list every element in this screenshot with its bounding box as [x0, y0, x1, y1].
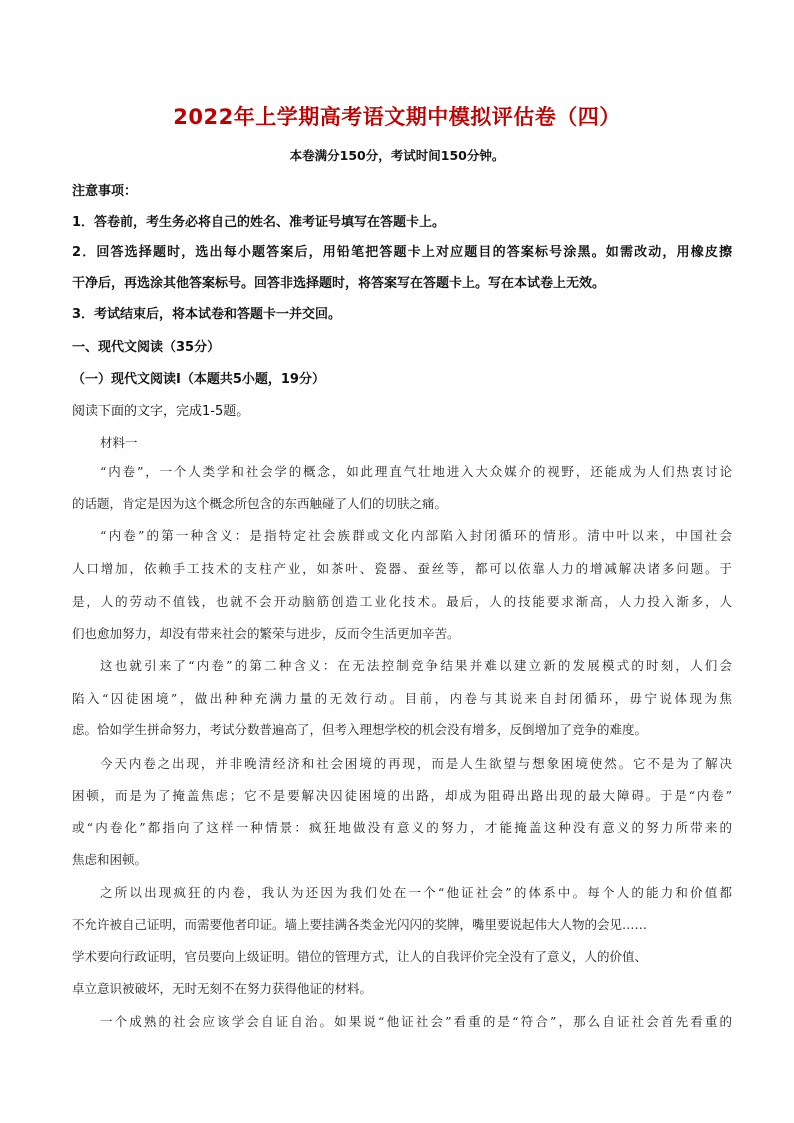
passage-line: 们也愈加努力，却没有带来社会的繁荣与进步，反而令生活更加辛苦。 [72, 626, 460, 641]
passage-line: 这也就引来了“内卷”的第二种含义：在无法控制竞争结果并难以建立新的发展模式的时刻，人们会 [100, 658, 732, 673]
passage-line: 卓立意识被破坏，无时无刻不在努力获得他证的材料。 [72, 981, 373, 996]
passage-line: 的话题，肯定是因为这个概念所包含的东西触碰了人们的切肤之痛。 [72, 496, 448, 511]
passage-line: “内卷”的第一种含义：是指特定社会族群或文化内部陷入封闭循环的情形。清中叶以来，中国社会 [100, 528, 732, 543]
exam-subtitle: 本卷满分150分，考试时间150分钟。 [289, 148, 505, 163]
material-label: 材料一 [100, 435, 138, 450]
passage-line: 今天内卷之出现，并非晚清经济和社会困境的再现，而是人生欲望与想象困境使然。它不是为了解决 [100, 756, 732, 771]
passage-line: 陷入“囚徒困境”，做出种种充满力量的无效行动。目前，内卷与其说来自封闭循环，毋宁说体现为焦 [72, 691, 732, 706]
notice-item-1: 1．答卷前，考生务必将自己的姓名、准考证号填写在答题卡上。 [72, 215, 446, 230]
notice-heading: 注意事项： [72, 184, 138, 199]
passage-line: “内卷”，一个人类学和社会学的概念，如此理直气壮地进入大众媒介的视野，还能成为人们热衷讨论 [100, 464, 732, 479]
notice-item-2-line-1: 2．回答选择题时，选出每小题答案后，用铅笔把答题卡上对应题目的答案标号涂黑。如需改动，用橡皮擦 [72, 245, 732, 260]
notice-item-3: 3．考试结束后，将本试卷和答题卡一并交回。 [72, 307, 342, 322]
passage-line: 或“内卷化”都指向了这样一种情景：疯狂地做没有意义的努力，才能掩盖这种没有意义的努力所带来的 [72, 820, 732, 835]
section-subheading: （一）现代文阅读Ⅰ（本题共5小题，19分） [72, 372, 325, 387]
passage-line: 虑。恰如学生拼命努力，考试分数普遍高了，但考入理想学校的机会没有增多，反倒增加了竞争的难度。 [72, 722, 648, 737]
exam-title: 2022年上学期高考语文期中模拟评估卷（四） [173, 105, 621, 129]
passage-line: 人口增加，依赖手工技术的支柱产业，如茶叶、瓷器、蚕丝等，都可以依靠人力的增减解决诸多问题。于 [72, 561, 732, 576]
passage-line: 焦虑和困顿。 [72, 852, 148, 867]
passage-line: 学术要向行政证明，官员要向上级证明。错位的管理方式，让人的自我评价完全没有了意义，人的价值、 [72, 949, 648, 964]
section-instruction: 阅读下面的文字，完成1-5题。 [72, 404, 250, 419]
passage-line: 是，人的劳动不值钱，也就不会开动脑筋创造工业化技术。最后，人的技能要求渐高，人力投入渐多，人 [72, 594, 732, 609]
notice-item-2-line-2: 干净后，再选涂其他答案标号。回答非选择题时，将答案写在答题卡上。写在本试卷上无效。 [72, 276, 606, 291]
passage-line: 一个成熟的社会应该学会自证自治。如果说“他证社会”看重的是“符合”，那么自证社会首先看重的 [100, 1014, 732, 1029]
passage-line: 困顿，而是为了掩盖焦虑；它不是要解决囚徒困境的出路，却成为阻碍出路出现的最大障碍。于是“内卷” [72, 788, 732, 803]
passage-line: 之所以出现疯狂的内卷，我认为还因为我们处在一个“他证社会”的体系中。每个人的能力和价值都 [100, 885, 732, 900]
passage-line: 不允许被自己证明，而需要他者印证。墙上要挂满各类金光闪闪的奖牌，嘴里要说起伟大人物的会见…… [72, 917, 648, 932]
section-heading: 一、现代文阅读（35分） [72, 340, 221, 355]
